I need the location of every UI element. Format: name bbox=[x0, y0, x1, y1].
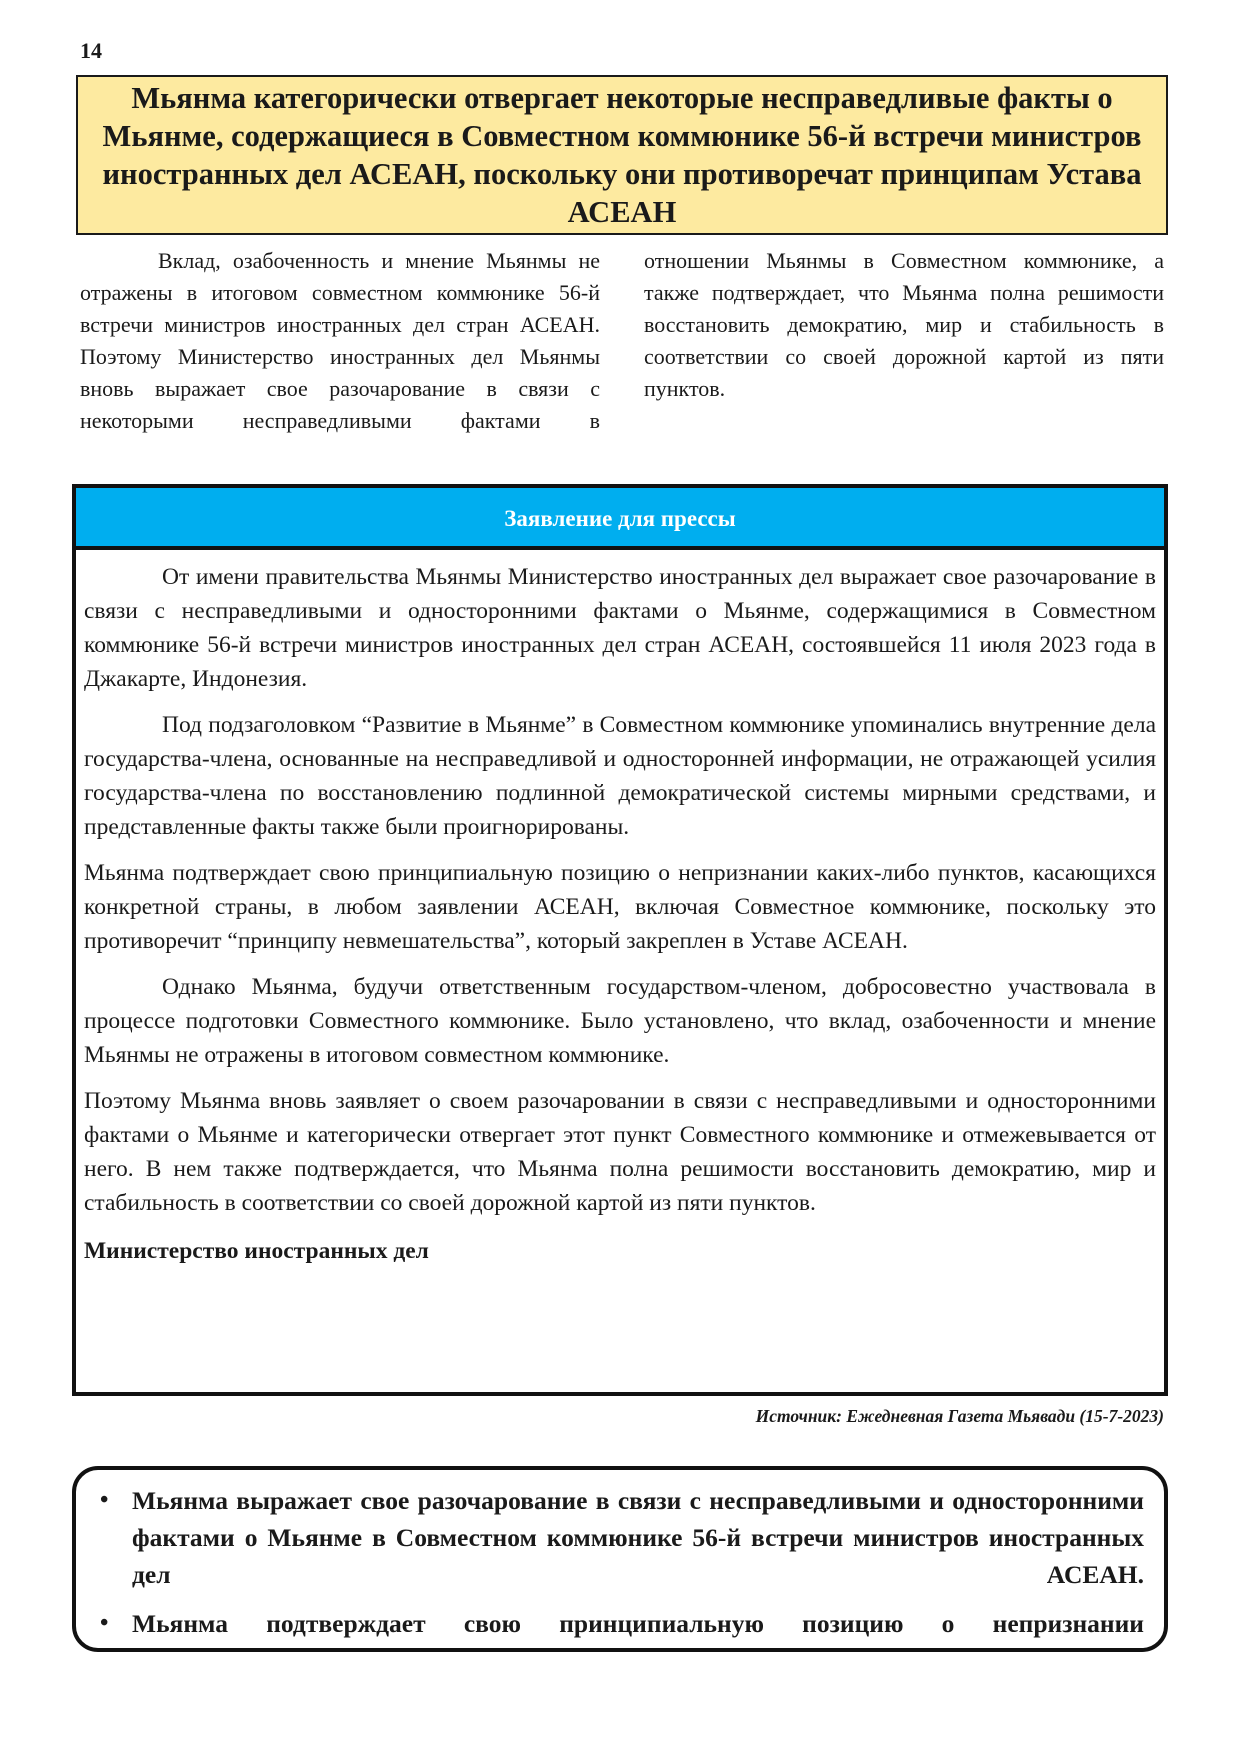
summary-box bbox=[72, 1466, 1168, 1652]
press-release-box bbox=[72, 484, 1168, 1396]
intro-right-column: отношении Мьянмы в Совместном коммюнике, а также подтверждает, что Мьянма полна решимости восстановить демократию, мир и стабильность в соответствии со своей дорожной картой из пяти пунктов. bbox=[644, 248, 1164, 401]
summary-item bbox=[90, 1482, 1144, 1593]
press-paragraph: Под подзаголовком “Развитие в Мьянме” в Совместном коммюнике упоминались внутренние дела государства-члена, основанные на несправедливой и односторонней информации, не отражающей усилия государства-члена по восстановлению подлинной демократической системы мирными средствами, и представленные факты также были проигнорированы. bbox=[84, 712, 1156, 840]
bullet-icon: • bbox=[100, 1610, 109, 1636]
source-citation: Источник: Ежедневная Газета Мьявади (15-7-2023) bbox=[755, 1406, 1164, 1426]
press-release-title: Заявление для прессы bbox=[76, 488, 1164, 550]
bullet-icon: • bbox=[100, 1487, 109, 1513]
press-paragraph: Мьянма подтверждает свою принципиальную позицию о непризнании каких-либо пунктов, касающихся конкретной страны, в любом заявлении АСЕАН, включая Совместное коммюнике, поскольку это противоречит “принципу невмешательства”, который закреплен в Уставе АСЕАН. bbox=[84, 860, 1156, 954]
press-signature: Министерство иностранных дел bbox=[84, 1238, 429, 1264]
intro-columns bbox=[80, 245, 1164, 437]
headline: Мьянма категорически отвергает некоторые несправедливые факты о Мьянме, содержащиеся в Совместном коммюнике 56-й встречи министров иностранных дел АСЕАН, поскольку они противоречат принципам Устава АСЕАН bbox=[102, 81, 1142, 229]
summary-text: Мьянма подтверждает свою принципиальную позицию о непризнании bbox=[132, 1609, 1144, 1638]
summary-item bbox=[90, 1605, 1144, 1642]
headline-box bbox=[76, 75, 1168, 235]
page-number: 14 bbox=[80, 38, 102, 63]
press-paragraph: От имени правительства Мьянмы Министерство иностранных дел выражает свое разочарование в связи с несправедливыми и односторонними фактами о Мьянме, содержащимися в Совместном коммюнике 56-й встречи министров иностранных дел стран АСЕАН, состоявшейся 11 июля 2023 года в Джакарте, Индонезия. bbox=[84, 564, 1156, 692]
press-release-body bbox=[76, 550, 1164, 1268]
summary-text: Мьянма выражает свое разочарование в связи с несправедливыми и односторонними фактами о Мьянме в Совместном коммюнике 56-й встречи министров иностранных дел АСЕАН. bbox=[132, 1486, 1144, 1589]
summary-list bbox=[90, 1482, 1144, 1642]
intro-left-column: Вклад, озабоченность и мнение Мьянмы не отражены в итоговом совместном коммюнике 56-й встречи министров иностранных дел стран АСЕАН. Поэтому Министерство иностранных дел Мьянмы вновь выражает свое разочарование в связи с некоторыми несправедливыми фактами в bbox=[80, 248, 600, 433]
press-paragraph: Однако Мьянма, будучи ответственным государством-членом, добросовестно участвовала в процессе подготовки Совместного коммюнике. Было установлено, что вклад, озабоченности и мнение Мьянмы не отражены в итоговом совместном коммюнике. bbox=[84, 974, 1156, 1068]
press-paragraph: Поэтому Мьянма вновь заявляет о своем разочаровании в связи с несправедливыми и односторонними фактами о Мьянме и категорически отвергает этот пункт Совместного коммюнике и отмежевывается от него. В нем также подтверждается, что Мьянма полна решимости восстановить демократию, мир и стабильность в соответствии со своей дорожной картой из пяти пунктов. bbox=[84, 1088, 1156, 1216]
